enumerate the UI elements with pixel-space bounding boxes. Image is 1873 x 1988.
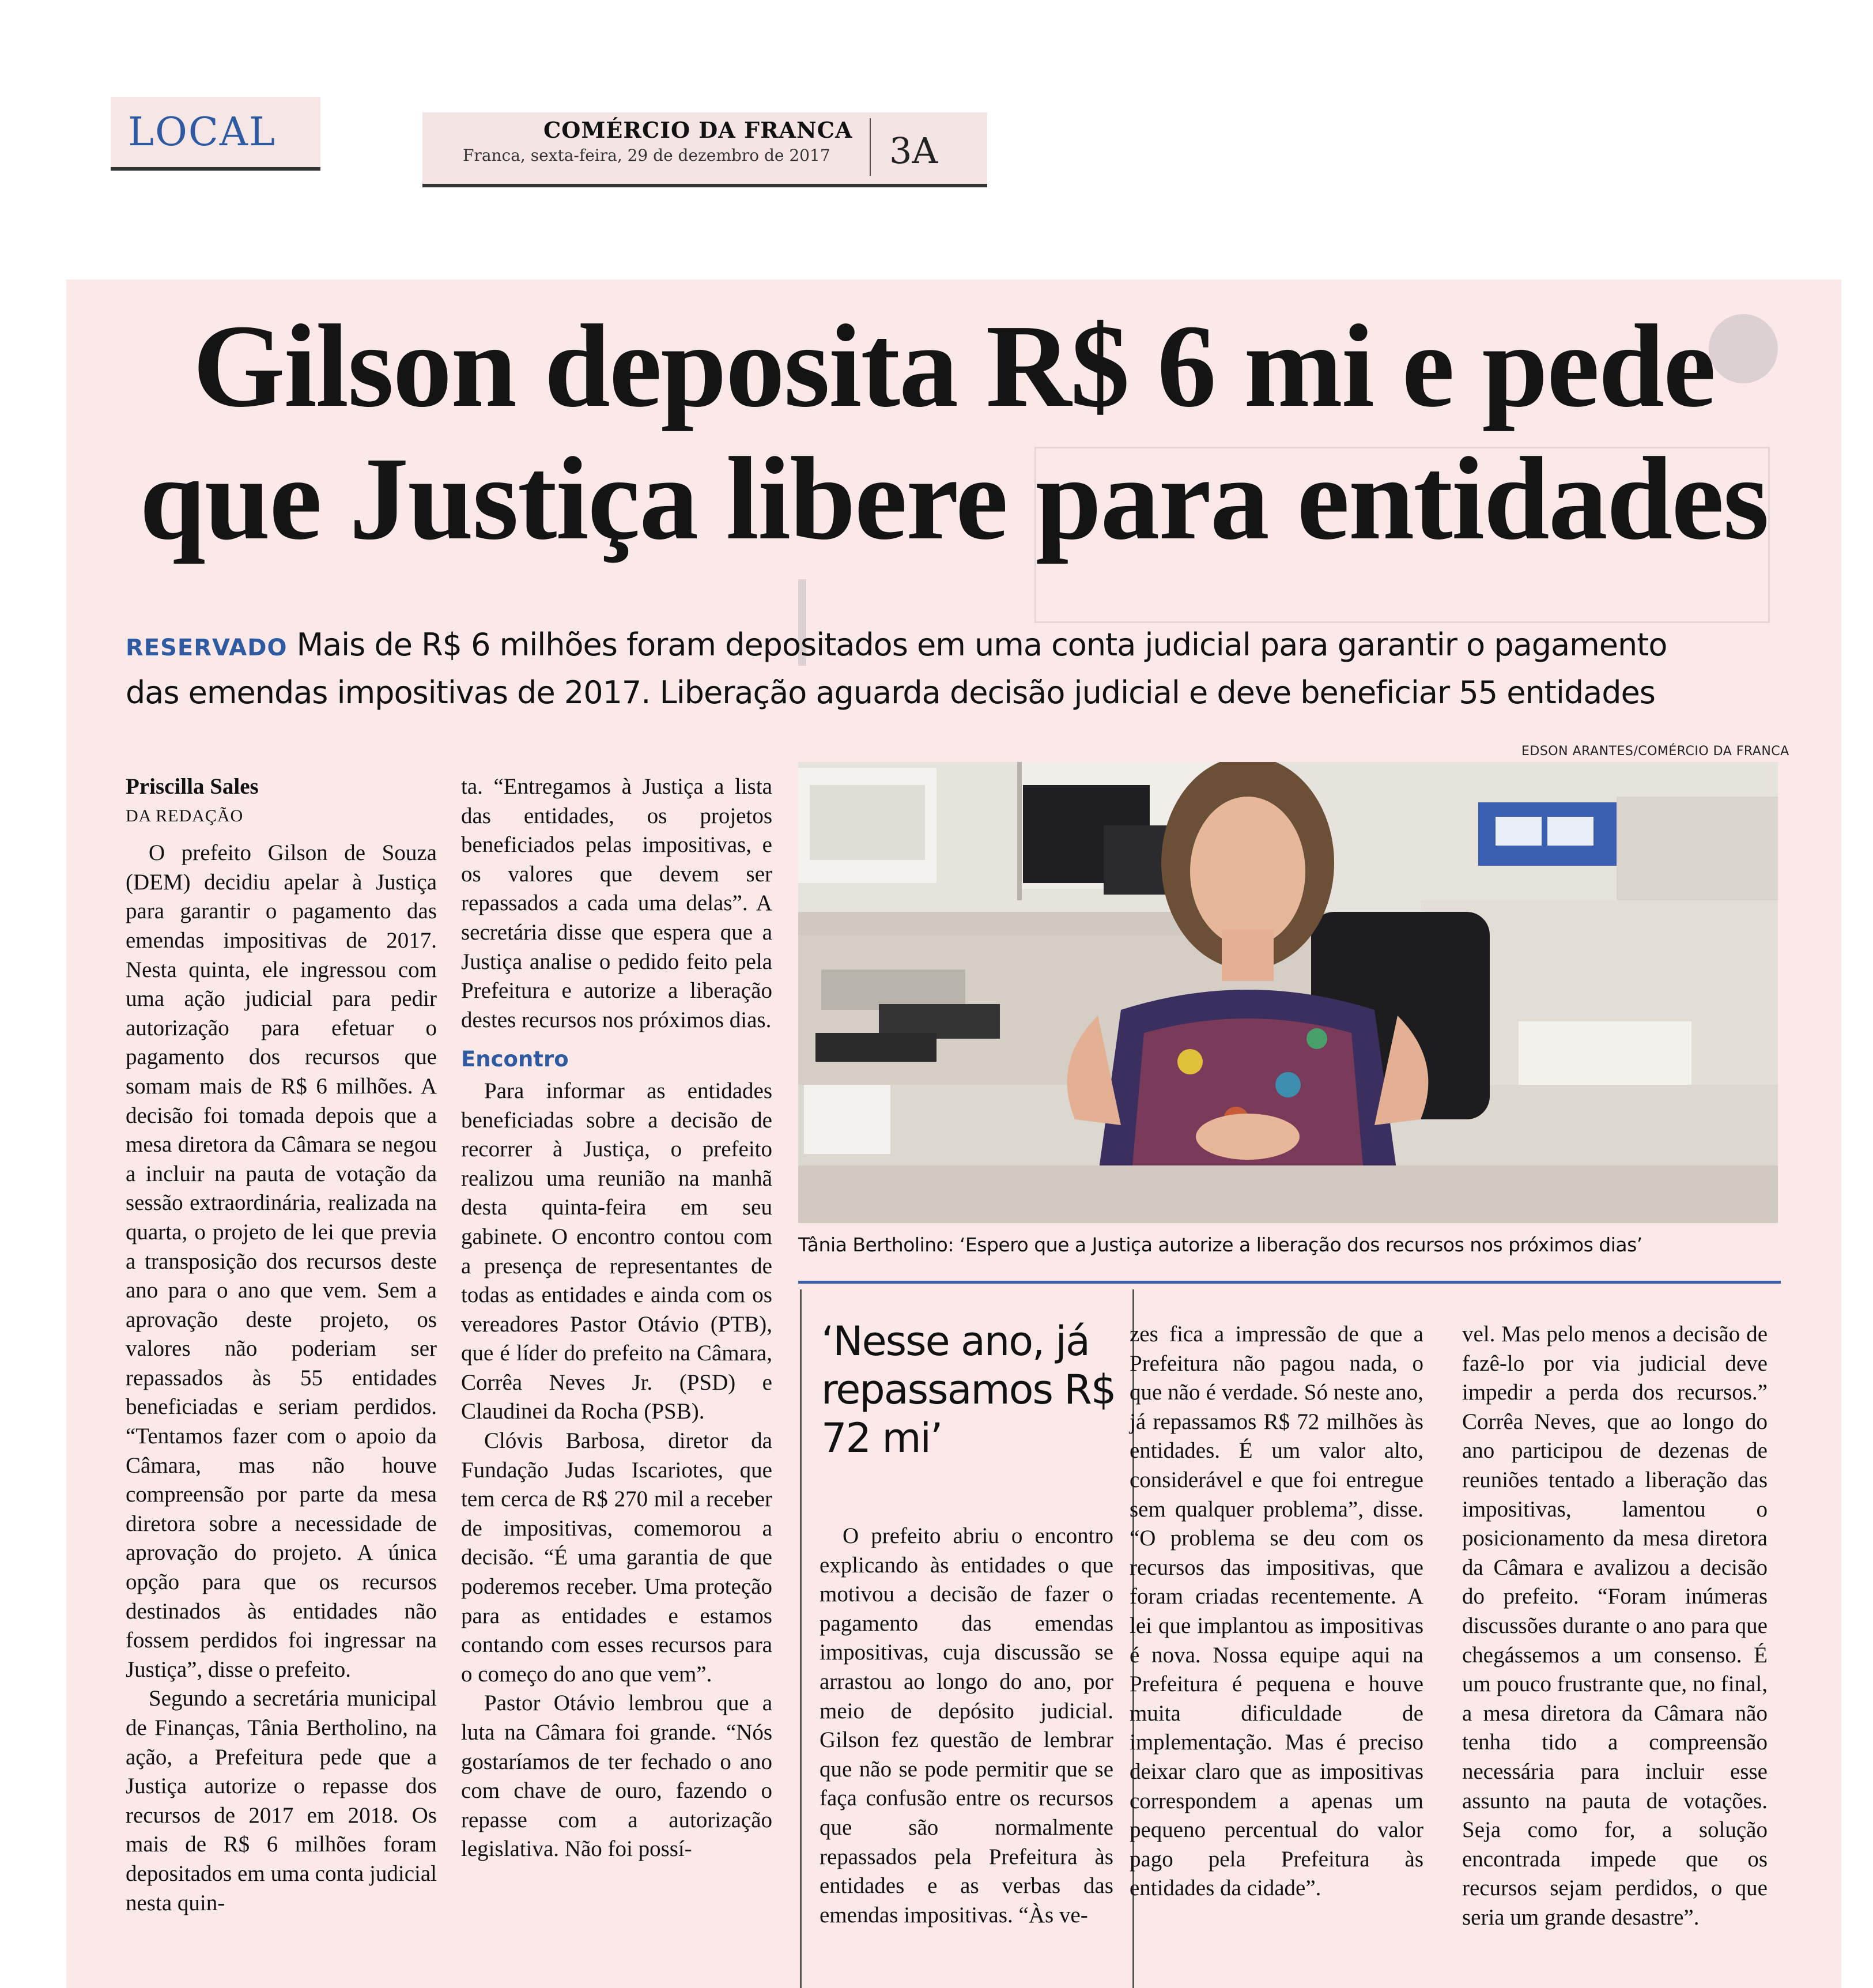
paragraph: Para informar as entidades beneficiadas sobre a decisão de recorrer à Justiça, o prefeito realizou uma reunião na manhã desta quinta-feira em seu gabinete. O encontro contou com a presença de representantes de todas as entidades e ainda com os vereadores Pastor Otávio (PTB), que é líder do prefeito na Câmara, Corrêa Neves Jr. (PSD) e Claudinei da Rocha (PSB). <box>461 1078 772 1424</box>
column-3 <box>820 1522 1113 1930</box>
column-2 <box>461 772 772 1864</box>
kicker: RESERVADO <box>126 635 288 661</box>
paragraph: Clóvis Barbosa, diretor da Fundação Judas Iscariotes, que tem cerca de R$ 270 mil a receber de impositivas, comemorou a decisão. “É uma garantia de que poderemos receber. Uma proteção para as entidades e estamos contando com esses recursos para o começo do ano que vem”. <box>461 1428 772 1687</box>
pullquote: ‘Nesse ano, já repassamos R$ 72 mi’ <box>821 1318 1116 1462</box>
paragraph: zes fica a impressão de que a Prefeitura não pagou nada, o que não é verdade. Só neste ano, já repassamos R$ 72 milhões às entidades. É um valor alto, considerável e que foi entregue sem qualquer problema”, disse. “O problema se deu com os recursos das impositivas, que foram criadas recentemente. A lei que implantou as impositivas é nova. Nossa equipe aqui na Prefeitura é pequena e houve muita dificuldade de implementação. Mas é preciso deixar claro que as impositivas correspondem a apenas um pequeno percentual do valor pago pela Prefeitura às entidades da cidade”. <box>1130 1322 1423 1901</box>
section-tag <box>111 97 320 171</box>
caption-divider <box>798 1281 1781 1284</box>
deck-line-1: Mais de R$ 6 milhões foram depositados em uma conta judicial para garantir o pagamento <box>296 627 1667 663</box>
section-label: LOCAL <box>128 109 277 155</box>
newspaper-name: COMÉRCIO DA FRANCA <box>543 117 853 143</box>
headline-line-1: Gilson deposita R$ 6 mi e pede <box>192 300 1715 432</box>
article-photo <box>798 762 1778 1223</box>
photo-caption: Tânia Bertholino: ‘Espero que a Justiça autorize a liberação dos recursos nos próximos dias’ <box>798 1233 1642 1256</box>
office-photo-illustration <box>798 762 1778 1223</box>
masthead-divider <box>870 118 871 176</box>
column-5 <box>1462 1320 1768 1932</box>
paragraph: O prefeito abriu o encontro explicando às entidades o que motivou a decisão de fazer o pagamento das emendas impositivas, cuja discussão se arrastou ao longo do ano, por meio de depósito judicial. Gilson fez questão de lembrar que não se pode permitir que se faça confusão entre os recursos que são normalmente repassados pela Prefeitura às entidades e as verbas das emendas impositivas. “Às ve- <box>820 1523 1113 1927</box>
subhead-encontro: Encontro <box>461 1047 569 1072</box>
paragraph: ta. “Entregamos à Justiça a lista das entidades, os projetos beneficiados pelas impositivas, e os valores que devem ser repassados a cada uma delas”. A secretária disse que espera que a Justiça analise o pedido feito pela Prefeitura e autorize a liberação destes recursos nos próximos dias. <box>461 774 772 1032</box>
masthead <box>422 112 987 187</box>
paragraph: Pastor Otávio lembrou que a luta na Câmara foi grande. “Nós gostaríamos de ter fechado o ano com chave de ouro, fazendo o repasse com a autorização legislativa. Não foi possí- <box>461 1691 772 1862</box>
headline <box>66 300 1841 565</box>
paragraph: vel. Mas pelo menos a decisão de fazê-lo por via judicial deve impedir a perda dos recursos.” Corrêa Neves, que ao longo do ano participou de dezenas de reuniões tentado a liberação das impositivas, lamentou o posicionamento da mesa diretora da Câmara e avalizou a decisão do prefeito. “Foram inúmeras discussões durante o ano para que chegássemos a um consenso. É um pouco frustrante que, no final, a mesa diretora da Câmara não tenha tido a compreensão necessária para incluir esse assunto na pauta de votações. Seja como for, a solução encontrada impede que os recursos sejam perdidos, o que seria um grande desastre”. <box>1462 1322 1768 1930</box>
column-1 <box>126 772 437 1918</box>
photo-credit: EDSON ARANTES/COMÉRCIO DA FRANCA <box>1521 744 1789 759</box>
deck-line-2: das emendas impositivas de 2017. Liberação aguarda decisão judicial e deve beneficiar 55 entidades <box>126 674 1655 711</box>
desk: DA REDAÇÃO <box>126 806 244 825</box>
dateline: Franca, sexta-feira, 29 de dezembro de 2017 <box>463 146 830 165</box>
paragraph: O prefeito Gilson de Souza (DEM) decidiu apelar à Justiça para garantir o pagamento das emendas impositivas de 2017. Nesta quinta, ele ingressou com uma ação judicial para pedir autorização para efetuar o pagamento dos recursos que somam mais de R$ 6 milhões. A decisão foi tomada depois que a mesa diretora da Câmara se negou a incluir na pauta de votação da sessão extraordinária, realizada na quarta, o projeto de lei que previa a transposição dos recursos deste ano para o ano que vem. Sem a aprovação deste projeto, os valores não poderiam ser repassados às 55 entidades beneficiadas e seriam perdidos. “Tentamos fazer com o apoio da Câmara, mas não houve compreensão por parte da mesa diretora sobre a necessidade de aprovação do projeto. A única opção para que os recursos destinados às entidades não fossem perdidos foi ingressar na Justiça”, disse o prefeito. <box>126 840 437 1682</box>
column-4 <box>1130 1320 1423 1903</box>
author: Priscilla Sales <box>126 774 259 799</box>
deck <box>126 623 1780 715</box>
paragraph: Segundo a secretária municipal de Finanças, Tânia Bertholino, na ação, a Prefeitura pede que a Justiça autorize o repasse dos recursos de 2017 em 2018. Os mais de R$ 6 milhões foram depositados em uma conta judicial nesta quin- <box>126 1686 437 1915</box>
page-number: 3A <box>889 130 938 172</box>
headline-line-2: que Justiça libere para entidades <box>139 432 1768 564</box>
